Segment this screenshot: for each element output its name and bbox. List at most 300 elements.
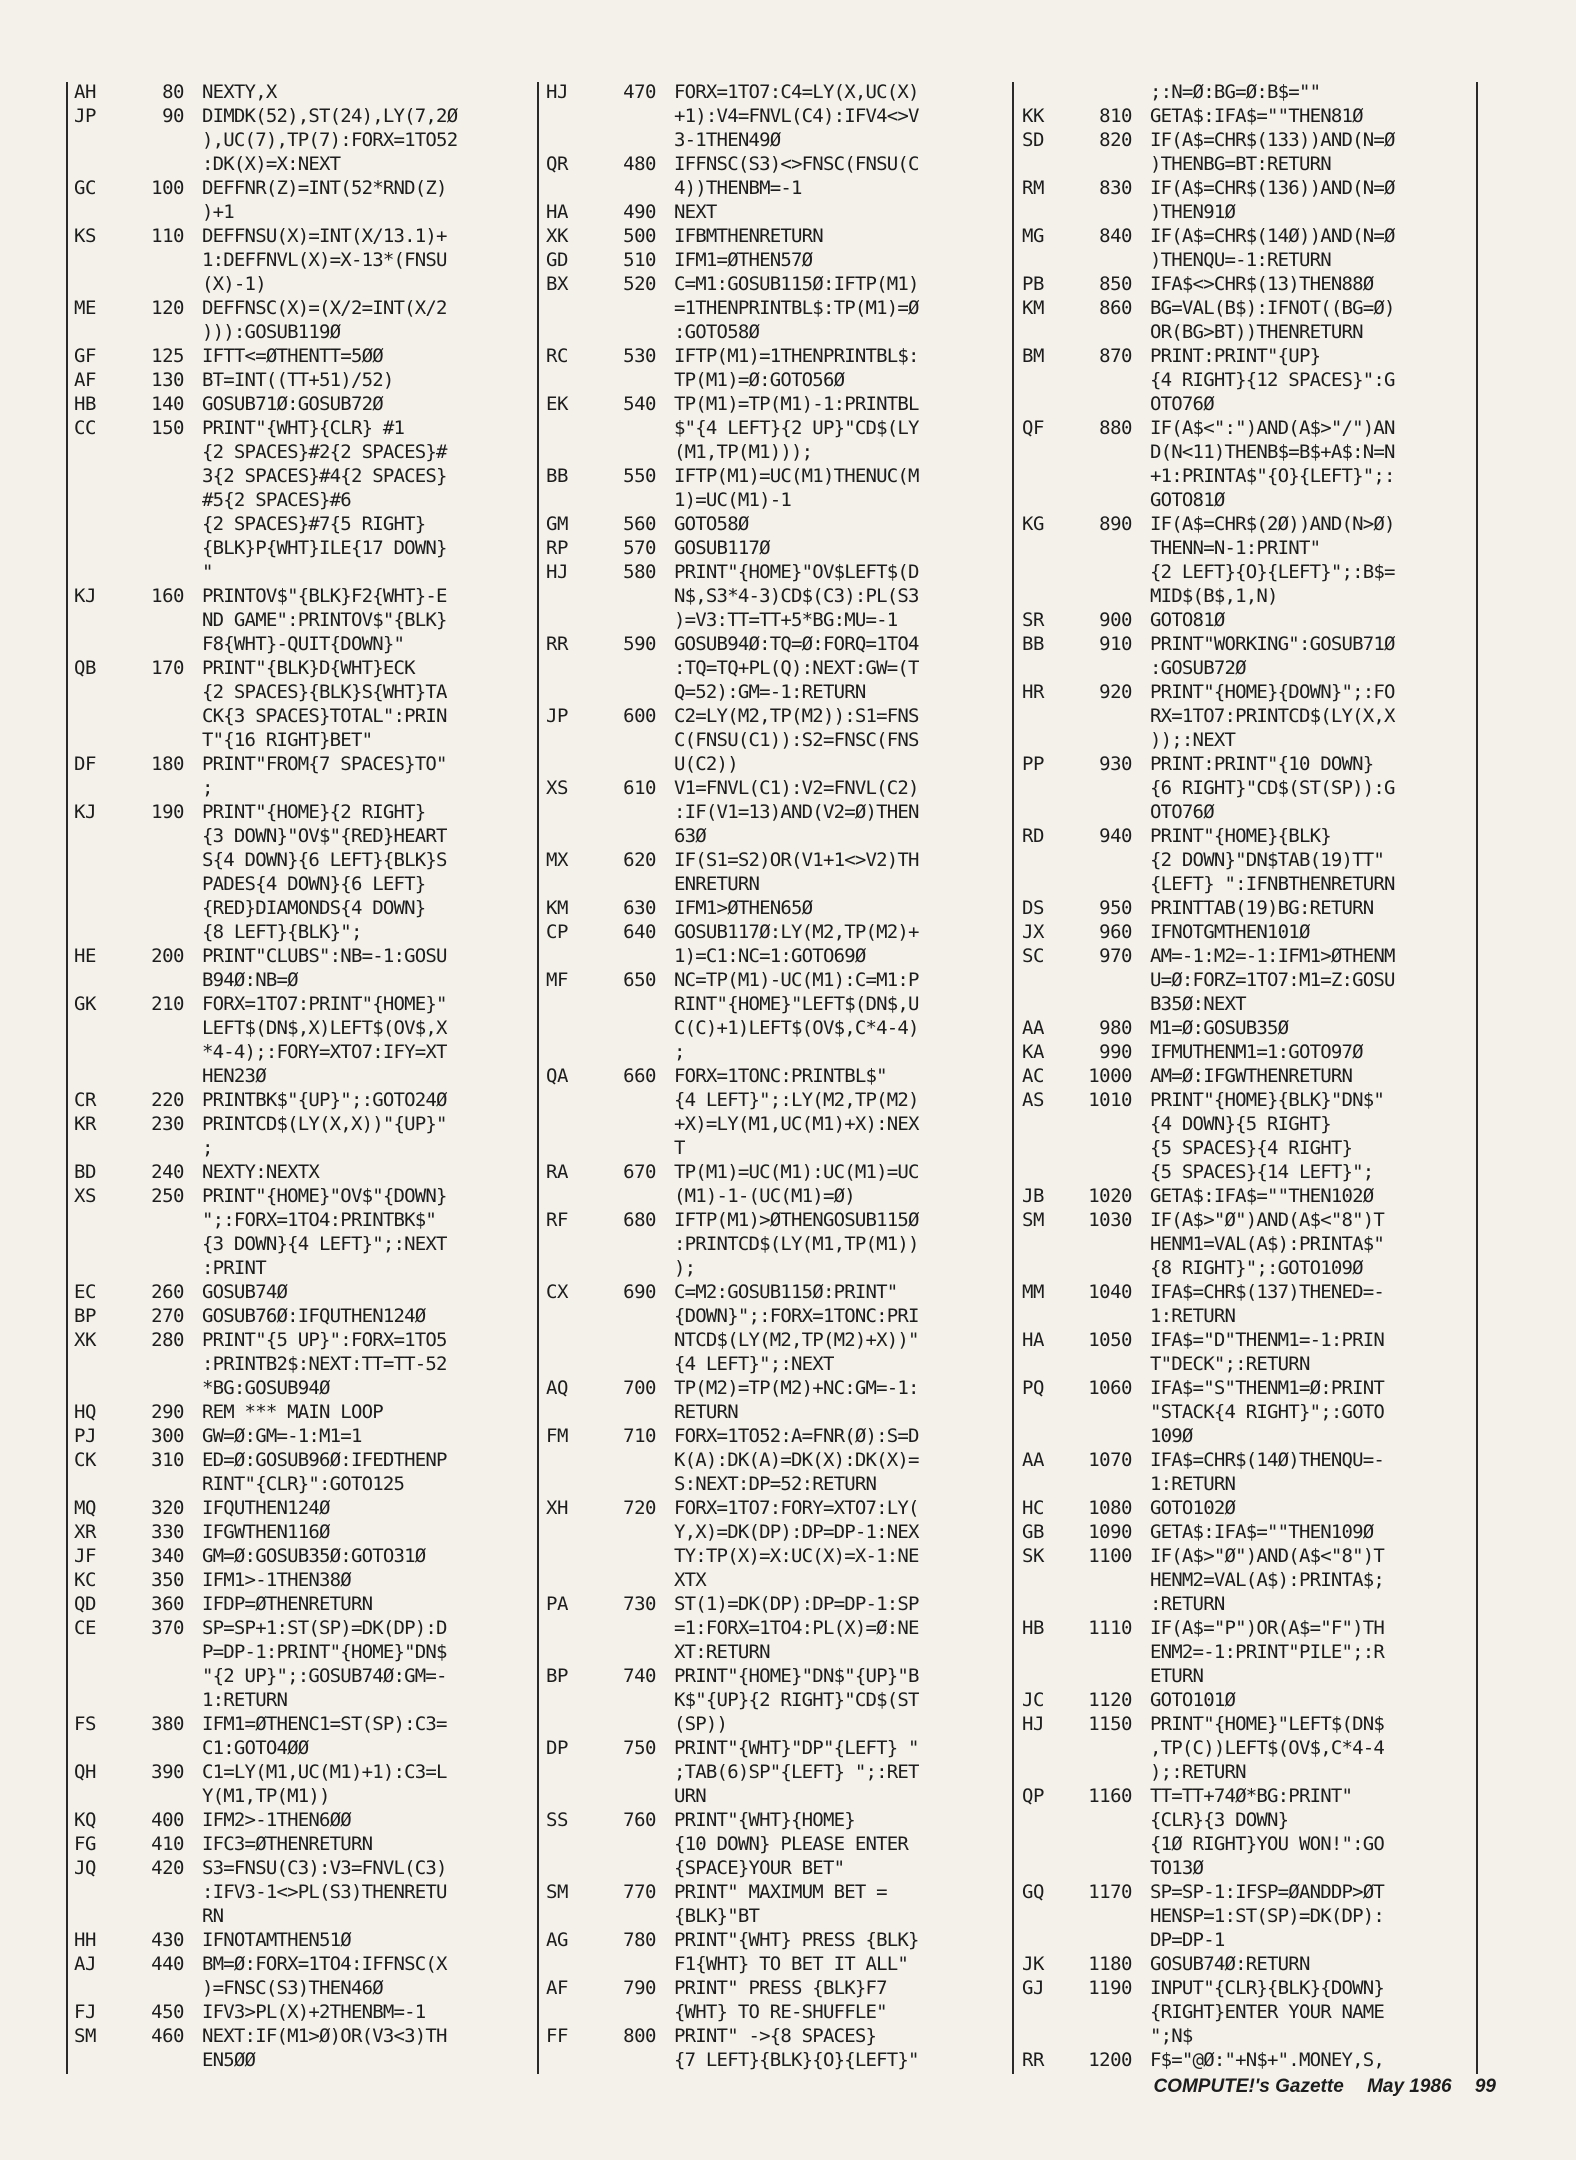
basic-code: GOTO58Ø <box>674 513 749 535</box>
checksum-code: GF <box>74 345 96 367</box>
basic-code: =1:FORX=1TO4:PL(X)=Ø:NE <box>674 1617 919 1639</box>
line-number: 210 <box>151 993 184 1015</box>
line-number: 450 <box>151 2001 184 2023</box>
checksum-code: BB <box>546 465 568 487</box>
basic-code: IFNOTGMTHEN101Ø <box>1150 921 1310 943</box>
column-rule-left <box>66 82 68 2074</box>
checksum-code: RR <box>1022 2049 1044 2071</box>
checksum-code: BP <box>74 1305 96 1327</box>
basic-code: ));:NEXT <box>1150 729 1236 751</box>
checksum-code: FG <box>74 1833 96 1855</box>
line-number: 490 <box>623 201 656 223</box>
basic-code: 1:RETURN <box>1150 1305 1236 1327</box>
line-number: 690 <box>623 1281 656 1303</box>
basic-code: IFC3=ØTHENRETURN <box>202 1833 373 1855</box>
checksum-code: QA <box>546 1065 568 1087</box>
listing-line <box>1022 776 1474 800</box>
listing-line <box>74 1016 534 1040</box>
listing-line <box>1022 1136 1474 1160</box>
listing-line <box>74 1400 534 1424</box>
line-number: 710 <box>623 1425 656 1447</box>
listing-line <box>1022 1568 1474 1592</box>
basic-code: PRINTCD$(LY(X,X))"{UP}" <box>202 1113 447 1135</box>
listing-line <box>74 2048 534 2072</box>
listing-line <box>74 1808 534 1832</box>
checksum-code: QF <box>1022 417 1044 439</box>
line-number: 350 <box>151 1569 184 1591</box>
checksum-code: RM <box>1022 177 1044 199</box>
listing-line <box>1022 1256 1474 1280</box>
listing-line <box>74 2024 534 2048</box>
checksum-code: GQ <box>1022 1881 1044 1903</box>
basic-code: 1:DEFFNVL(X)=X-13*(FNSU <box>202 249 447 271</box>
checksum-code: GJ <box>1022 1977 1044 1999</box>
basic-code: GETA$:IFA$=""THEN81Ø <box>1150 105 1363 127</box>
basic-code: {5 SPACES}{4 RIGHT} <box>1150 1137 1353 1159</box>
listing-line <box>1022 1472 1474 1496</box>
listing-line <box>1022 80 1474 104</box>
line-number: 420 <box>151 1857 184 1879</box>
listing-line <box>1022 1328 1474 1352</box>
basic-code: PRINT"{5 UP}":FORX=1TO5 <box>202 1329 447 1351</box>
checksum-code: MF <box>546 969 568 991</box>
listing-line <box>546 1568 1008 1592</box>
basic-code: {3 DOWN}"OV$"{RED}HEART <box>202 825 447 847</box>
listing-line <box>546 1904 1008 1928</box>
basic-code: {BLK}"BT <box>674 1905 760 1927</box>
checksum-code: HR <box>1022 681 1044 703</box>
line-number: 980 <box>1099 1017 1132 1039</box>
listing-line <box>546 920 1008 944</box>
basic-code: :GOSUB72Ø <box>1150 657 1246 679</box>
basic-code: PRINT"{HOME}"OV$"{DOWN} <box>202 1185 447 1207</box>
listing-line <box>1022 1616 1474 1640</box>
listing-line <box>74 536 534 560</box>
basic-code: +1:PRINTA$"{O}{LEFT}";: <box>1150 465 1395 487</box>
basic-code: INPUT"{CLR}{BLK}{DOWN} <box>1150 1977 1385 1999</box>
line-number: 1190 <box>1088 1977 1132 1999</box>
listing-line <box>74 1496 534 1520</box>
basic-code: );:RETURN <box>1150 1761 1246 1783</box>
listing-line <box>1022 296 1474 320</box>
listing-line <box>546 1832 1008 1856</box>
checksum-code: KG <box>1022 513 1044 535</box>
basic-code: K$"{UP}{2 RIGHT}"CD$(ST <box>674 1689 919 1711</box>
listing-line <box>74 1856 534 1880</box>
line-number: 1120 <box>1088 1689 1132 1711</box>
basic-code: T <box>674 1137 685 1159</box>
basic-code: GOTO101Ø <box>1150 1689 1236 1711</box>
listing-line <box>74 1112 534 1136</box>
line-number: 200 <box>151 945 184 967</box>
line-number: 230 <box>151 1113 184 1135</box>
listing-line <box>1022 200 1474 224</box>
listing-line <box>546 2048 1008 2072</box>
basic-code: 1:RETURN <box>202 1689 288 1711</box>
listing-line <box>74 1688 534 1712</box>
basic-code: B35Ø:NEXT <box>1150 993 1246 1015</box>
basic-code: DP=DP-1 <box>1150 1929 1225 1951</box>
line-number: 340 <box>151 1545 184 1567</box>
basic-code: :GOTO58Ø <box>674 321 760 343</box>
basic-code: U(C2)) <box>674 753 738 775</box>
listing-line <box>1022 920 1474 944</box>
checksum-code: RP <box>546 537 568 559</box>
basic-code: PRINT"{HOME}{2 RIGHT} <box>202 801 426 823</box>
basic-code: HENM1=VAL(A$):PRINTA$" <box>1150 1233 1385 1255</box>
basic-code: GOSUB74Ø:RETURN <box>1150 1953 1310 1975</box>
line-number: 790 <box>623 1977 656 1999</box>
basic-code: Y,X)=DK(DP):DP=DP-1:NEX <box>674 1521 919 1543</box>
basic-code: ;:N=Ø:BG=Ø:B$="" <box>1150 81 1321 103</box>
checksum-code: XS <box>546 777 568 799</box>
line-number: 650 <box>623 969 656 991</box>
basic-code: PRINTBK$"{UP}";:GOTO24Ø <box>202 1089 447 1111</box>
basic-code: =1THENPRINTBL$:TP(M1)=Ø <box>674 297 919 319</box>
basic-code: TO13Ø <box>1150 1857 1204 1879</box>
checksum-code: CE <box>74 1617 96 1639</box>
listing-line <box>74 392 534 416</box>
listing-line <box>74 776 534 800</box>
basic-code: {4 LEFT}";:LY(M2,TP(M2) <box>674 1089 919 1111</box>
basic-code: IF(A$=CHR$(2Ø))AND(N>Ø) <box>1150 513 1395 535</box>
listing-line <box>546 872 1008 896</box>
basic-code: NC=TP(M1)-UC(M1):C=M1:P <box>674 969 919 991</box>
checksum-code: HB <box>74 393 96 415</box>
checksum-code: AS <box>1022 1089 1044 1111</box>
basic-code: {10 DOWN} PLEASE ENTER <box>674 1833 909 1855</box>
line-number: 1110 <box>1088 1617 1132 1639</box>
listing-line <box>1022 992 1474 1016</box>
listing-line <box>1022 800 1474 824</box>
listing-line <box>546 1664 1008 1688</box>
checksum-code: SM <box>74 2025 96 2047</box>
basic-code: {2 SPACES}#2{2 SPACES}# <box>202 441 447 463</box>
basic-code: :IF(V1=13)AND(V2=Ø)THEN <box>674 801 919 823</box>
listing-line <box>1022 128 1474 152</box>
listing-line <box>1022 224 1474 248</box>
basic-code: CK{3 SPACES}TOTAL":PRIN <box>202 705 447 727</box>
line-number: 240 <box>151 1161 184 1183</box>
listing-line <box>74 920 534 944</box>
listing-line <box>546 1040 1008 1064</box>
basic-code: PRINTTAB(19)BG:RETURN <box>1150 897 1374 919</box>
checksum-code: DF <box>74 753 96 775</box>
listing-line <box>74 1640 534 1664</box>
basic-code: FORX=1TO7:FORY=XTO7:LY( <box>674 1497 919 1519</box>
checksum-code: SR <box>1022 609 1044 631</box>
checksum-code: RF <box>546 1209 568 1231</box>
line-number: 220 <box>151 1089 184 1111</box>
listing-line <box>1022 464 1474 488</box>
checksum-code: SM <box>1022 1209 1044 1231</box>
listing-line <box>74 848 534 872</box>
line-number: 140 <box>151 393 184 415</box>
listing-line <box>1022 2000 1474 2024</box>
basic-code: PRINT"{WHT} PRESS {BLK} <box>674 1929 919 1951</box>
basic-code: ,TP(C))LEFT$(OV$,C*4-4 <box>1150 1737 1385 1759</box>
line-number: 630 <box>623 897 656 919</box>
checksum-code: JP <box>546 705 568 727</box>
line-number: 320 <box>151 1497 184 1519</box>
basic-code: IFA$="D"THENM1=-1:PRIN <box>1150 1329 1385 1351</box>
line-number: 1050 <box>1088 1329 1132 1351</box>
listing-line <box>546 416 1008 440</box>
listing-line <box>546 1328 1008 1352</box>
listing-line <box>74 1256 534 1280</box>
listing-line <box>546 2000 1008 2024</box>
basic-code: IFM1>-1THEN38Ø <box>202 1569 351 1591</box>
listing-line <box>74 1328 534 1352</box>
listing-line <box>546 152 1008 176</box>
line-number: 930 <box>1099 753 1132 775</box>
checksum-code: KA <box>1022 1041 1044 1063</box>
basic-code: PRINT"{HOME}"LEFT$(DN$ <box>1150 1713 1385 1735</box>
listing-line <box>74 1088 534 1112</box>
listing-line <box>74 416 534 440</box>
basic-code: HEN23Ø <box>202 1065 266 1087</box>
basic-code: T"DECK";:RETURN <box>1150 1353 1310 1375</box>
listing-line <box>74 1376 534 1400</box>
listing-line <box>74 200 534 224</box>
listing-line <box>1022 1856 1474 1880</box>
basic-code: T"{16 RIGHT}BET" <box>202 729 373 751</box>
listing-line <box>546 896 1008 920</box>
basic-code: K(A):DK(A)=DK(X):DK(X)= <box>674 1449 919 1471</box>
line-number: 860 <box>1099 297 1132 319</box>
listing-line <box>546 1472 1008 1496</box>
basic-code: GOSUB117Ø <box>674 537 770 559</box>
line-number: 940 <box>1099 825 1132 847</box>
checksum-code: GB <box>1022 1521 1044 1543</box>
checksum-code: DS <box>1022 897 1044 919</box>
basic-code: " <box>202 561 213 583</box>
basic-code: +X)=LY(M1,UC(M1)+X):NEX <box>674 1113 919 1135</box>
listing-line <box>74 80 534 104</box>
listing-line <box>546 296 1008 320</box>
checksum-code: JF <box>74 1545 96 1567</box>
basic-code: NEXT <box>674 201 717 223</box>
line-number: 80 <box>162 81 184 103</box>
checksum-code: XK <box>74 1329 96 1351</box>
basic-code: PRINT"{HOME}"OV$LEFT$(D <box>674 561 919 583</box>
checksum-code: BD <box>74 1161 96 1183</box>
listing-line <box>546 224 1008 248</box>
line-number: 380 <box>151 1713 184 1735</box>
line-number: 870 <box>1099 345 1132 367</box>
basic-code: URN <box>674 1785 706 1807</box>
basic-code: {4 RIGHT}{12 SPACES}":G <box>1150 369 1395 391</box>
basic-code: NEXT:IF(M1>Ø)OR(V3<3)TH <box>202 2025 447 2047</box>
checksum-code: PQ <box>1022 1377 1044 1399</box>
magazine-title: COMPUTE!'s Gazette <box>1153 2076 1344 2097</box>
line-number: 730 <box>623 1593 656 1615</box>
line-number: 1070 <box>1088 1449 1132 1471</box>
listing-line <box>546 1952 1008 1976</box>
line-number: 700 <box>623 1377 656 1399</box>
basic-code: PRINT"{HOME}{BLK}"DN$" <box>1150 1089 1385 1111</box>
listing-line <box>1022 440 1474 464</box>
checksum-code: HQ <box>74 1401 96 1423</box>
checksum-code: HJ <box>546 81 568 103</box>
basic-code: DEFFNR(Z)=INT(52*RND(Z) <box>202 177 447 199</box>
line-number: 1160 <box>1088 1785 1132 1807</box>
listing-line <box>1022 608 1474 632</box>
basic-code: PRINT"{HOME}"DN$"{UP}"B <box>674 1665 919 1687</box>
checksum-code: MG <box>1022 225 1044 247</box>
basic-code: F1{WHT} TO BET IT ALL" <box>674 1953 909 1975</box>
basic-code: IF(A$>"Ø")AND(A$<"8")T <box>1150 1545 1385 1567</box>
basic-code: FORX=1TO7:C4=LY(X,UC(X) <box>674 81 919 103</box>
listing-line <box>74 728 534 752</box>
listing-line <box>546 440 1008 464</box>
listing-line <box>74 560 534 584</box>
line-number: 370 <box>151 1617 184 1639</box>
checksum-code: QR <box>546 153 568 175</box>
listing-line <box>546 704 1008 728</box>
listing-line <box>1022 1208 1474 1232</box>
line-number: 600 <box>623 705 656 727</box>
basic-code: PRINT"WORKING":GOSUB71Ø <box>1150 633 1395 655</box>
listing-line <box>1022 1520 1474 1544</box>
checksum-code: PJ <box>74 1425 96 1447</box>
listing-line <box>74 1592 534 1616</box>
checksum-code: HE <box>74 945 96 967</box>
listing-line <box>546 968 1008 992</box>
checksum-code: HB <box>1022 1617 1044 1639</box>
basic-code: DIMDK(52),ST(24),LY(7,2Ø <box>202 105 458 127</box>
listing-line <box>1022 176 1474 200</box>
basic-code: P=DP-1:PRINT"{HOME}"DN$ <box>202 1641 447 1663</box>
basic-code: :IFV3-1<>PL(S3)THENRETU <box>202 1881 447 1903</box>
listing-line <box>1022 1112 1474 1136</box>
basic-code: BG=VAL(B$):IFNOT((BG=Ø) <box>1150 297 1395 319</box>
basic-code: {CLR}{3 DOWN} <box>1150 1809 1289 1831</box>
basic-code: )=V3:TT=TT+5*BG:MU=-1 <box>674 609 898 631</box>
basic-code: 1)=UC(M1)-1 <box>674 489 792 511</box>
basic-code: REM *** MAIN LOOP <box>202 1401 383 1423</box>
listing-line <box>1022 680 1474 704</box>
listing-line <box>546 320 1008 344</box>
listing-line <box>74 1208 534 1232</box>
listing-line <box>74 1880 534 1904</box>
basic-code: TP(M1)=Ø:GOTO56Ø <box>674 369 845 391</box>
listing-line <box>1022 1688 1474 1712</box>
line-number: 290 <box>151 1401 184 1423</box>
basic-code: IFMUTHENM1=1:GOTO97Ø <box>1150 1041 1363 1063</box>
listing-line <box>1022 968 1474 992</box>
basic-code: B94Ø:NB=Ø <box>202 969 298 991</box>
basic-code: {4 LEFT}";:NEXT <box>674 1353 834 1375</box>
line-number: 750 <box>623 1737 656 1759</box>
basic-code: )=FNSC(S3)THEN46Ø <box>202 1977 383 1999</box>
listing-line <box>546 1232 1008 1256</box>
listing-line <box>546 824 1008 848</box>
checksum-code: GD <box>546 249 568 271</box>
basic-code: C(FNSU(C1)):S2=FNSC(FNS <box>674 729 919 751</box>
basic-code: GW=Ø:GM=-1:M1=1 <box>202 1425 362 1447</box>
checksum-code: SS <box>546 1809 568 1831</box>
checksum-code: HJ <box>1022 1713 1044 1735</box>
listing-line <box>546 1064 1008 1088</box>
line-number: 360 <box>151 1593 184 1615</box>
basic-code: TT=TT+74Ø*BG:PRINT" <box>1150 1785 1353 1807</box>
line-number: 180 <box>151 753 184 775</box>
basic-code: S{4 DOWN}{6 LEFT}{BLK}S <box>202 849 447 871</box>
line-number: 1180 <box>1088 1953 1132 1975</box>
listing-line <box>1022 1352 1474 1376</box>
checksum-code: XR <box>74 1521 96 1543</box>
checksum-code: HH <box>74 1929 96 1951</box>
checksum-code: SD <box>1022 129 1044 151</box>
line-number: 840 <box>1099 225 1132 247</box>
listing-line <box>1022 632 1474 656</box>
listing-line <box>546 800 1008 824</box>
listing-line <box>546 272 1008 296</box>
line-number: 830 <box>1099 177 1132 199</box>
basic-code: GETA$:IFA$=""THEN109Ø <box>1150 1521 1374 1543</box>
basic-code: :TQ=TQ+PL(Q):NEXT:GW=(T <box>674 657 919 679</box>
listing-line <box>1022 1448 1474 1472</box>
basic-code: *4-4);:FORY=XTO7:IFY=XT <box>202 1041 447 1063</box>
listing-line <box>546 1208 1008 1232</box>
listing-line <box>546 1808 1008 1832</box>
line-number: 100 <box>151 177 184 199</box>
basic-code: :RETURN <box>1150 1593 1225 1615</box>
basic-code: ),UC(7),TP(7):FORX=1TO52 <box>202 129 458 151</box>
checksum-code: GM <box>546 513 568 535</box>
listing-line <box>74 1664 534 1688</box>
checksum-code: KQ <box>74 1809 96 1831</box>
basic-code: F$="@Ø:"+N$+".MONEY,S, <box>1150 2049 1385 2071</box>
basic-code: TP(M2)=TP(M2)+NC:GM=-1: <box>674 1377 919 1399</box>
basic-code: {LEFT} ":IFNBTHENRETURN <box>1150 873 1395 895</box>
basic-code: 4))THENBM=-1 <box>674 177 802 199</box>
checksum-code: MX <box>546 849 568 871</box>
listing-line <box>546 512 1008 536</box>
line-number: 1040 <box>1088 1281 1132 1303</box>
listing-line <box>1022 392 1474 416</box>
listing-line <box>1022 416 1474 440</box>
line-number: 610 <box>623 777 656 799</box>
listing-line <box>546 104 1008 128</box>
basic-code: ";:FORX=1TO4:PRINTBK$" <box>202 1209 437 1231</box>
listing-line <box>546 1880 1008 1904</box>
line-number: 500 <box>623 225 656 247</box>
basic-code: {4 DOWN}{5 RIGHT} <box>1150 1113 1331 1135</box>
checksum-code: EC <box>74 1281 96 1303</box>
basic-code: ENM2=-1:PRINT"PILE";:R <box>1150 1641 1385 1663</box>
listing-line <box>1022 1376 1474 1400</box>
listing-line <box>546 728 1008 752</box>
basic-code: {2 SPACES}#7{5 RIGHT} <box>202 513 426 535</box>
line-number: 480 <box>623 153 656 175</box>
checksum-code: RA <box>546 1161 568 1183</box>
basic-code: #5{2 SPACES}#6 <box>202 489 351 511</box>
checksum-code: JP <box>74 105 96 127</box>
basic-code: PRINT"CLUBS":NB=-1:GOSU <box>202 945 447 967</box>
listing-line <box>74 872 534 896</box>
listing-line <box>1022 1040 1474 1064</box>
listing-line <box>546 1760 1008 1784</box>
listing-line <box>546 248 1008 272</box>
line-number: 770 <box>623 1881 656 1903</box>
checksum-code: GK <box>74 993 96 1015</box>
listing-line <box>1022 1712 1474 1736</box>
listing-line <box>1022 1016 1474 1040</box>
basic-code: IFA$=CHR$(137)THENED=- <box>1150 1281 1385 1303</box>
listing-line <box>74 824 534 848</box>
